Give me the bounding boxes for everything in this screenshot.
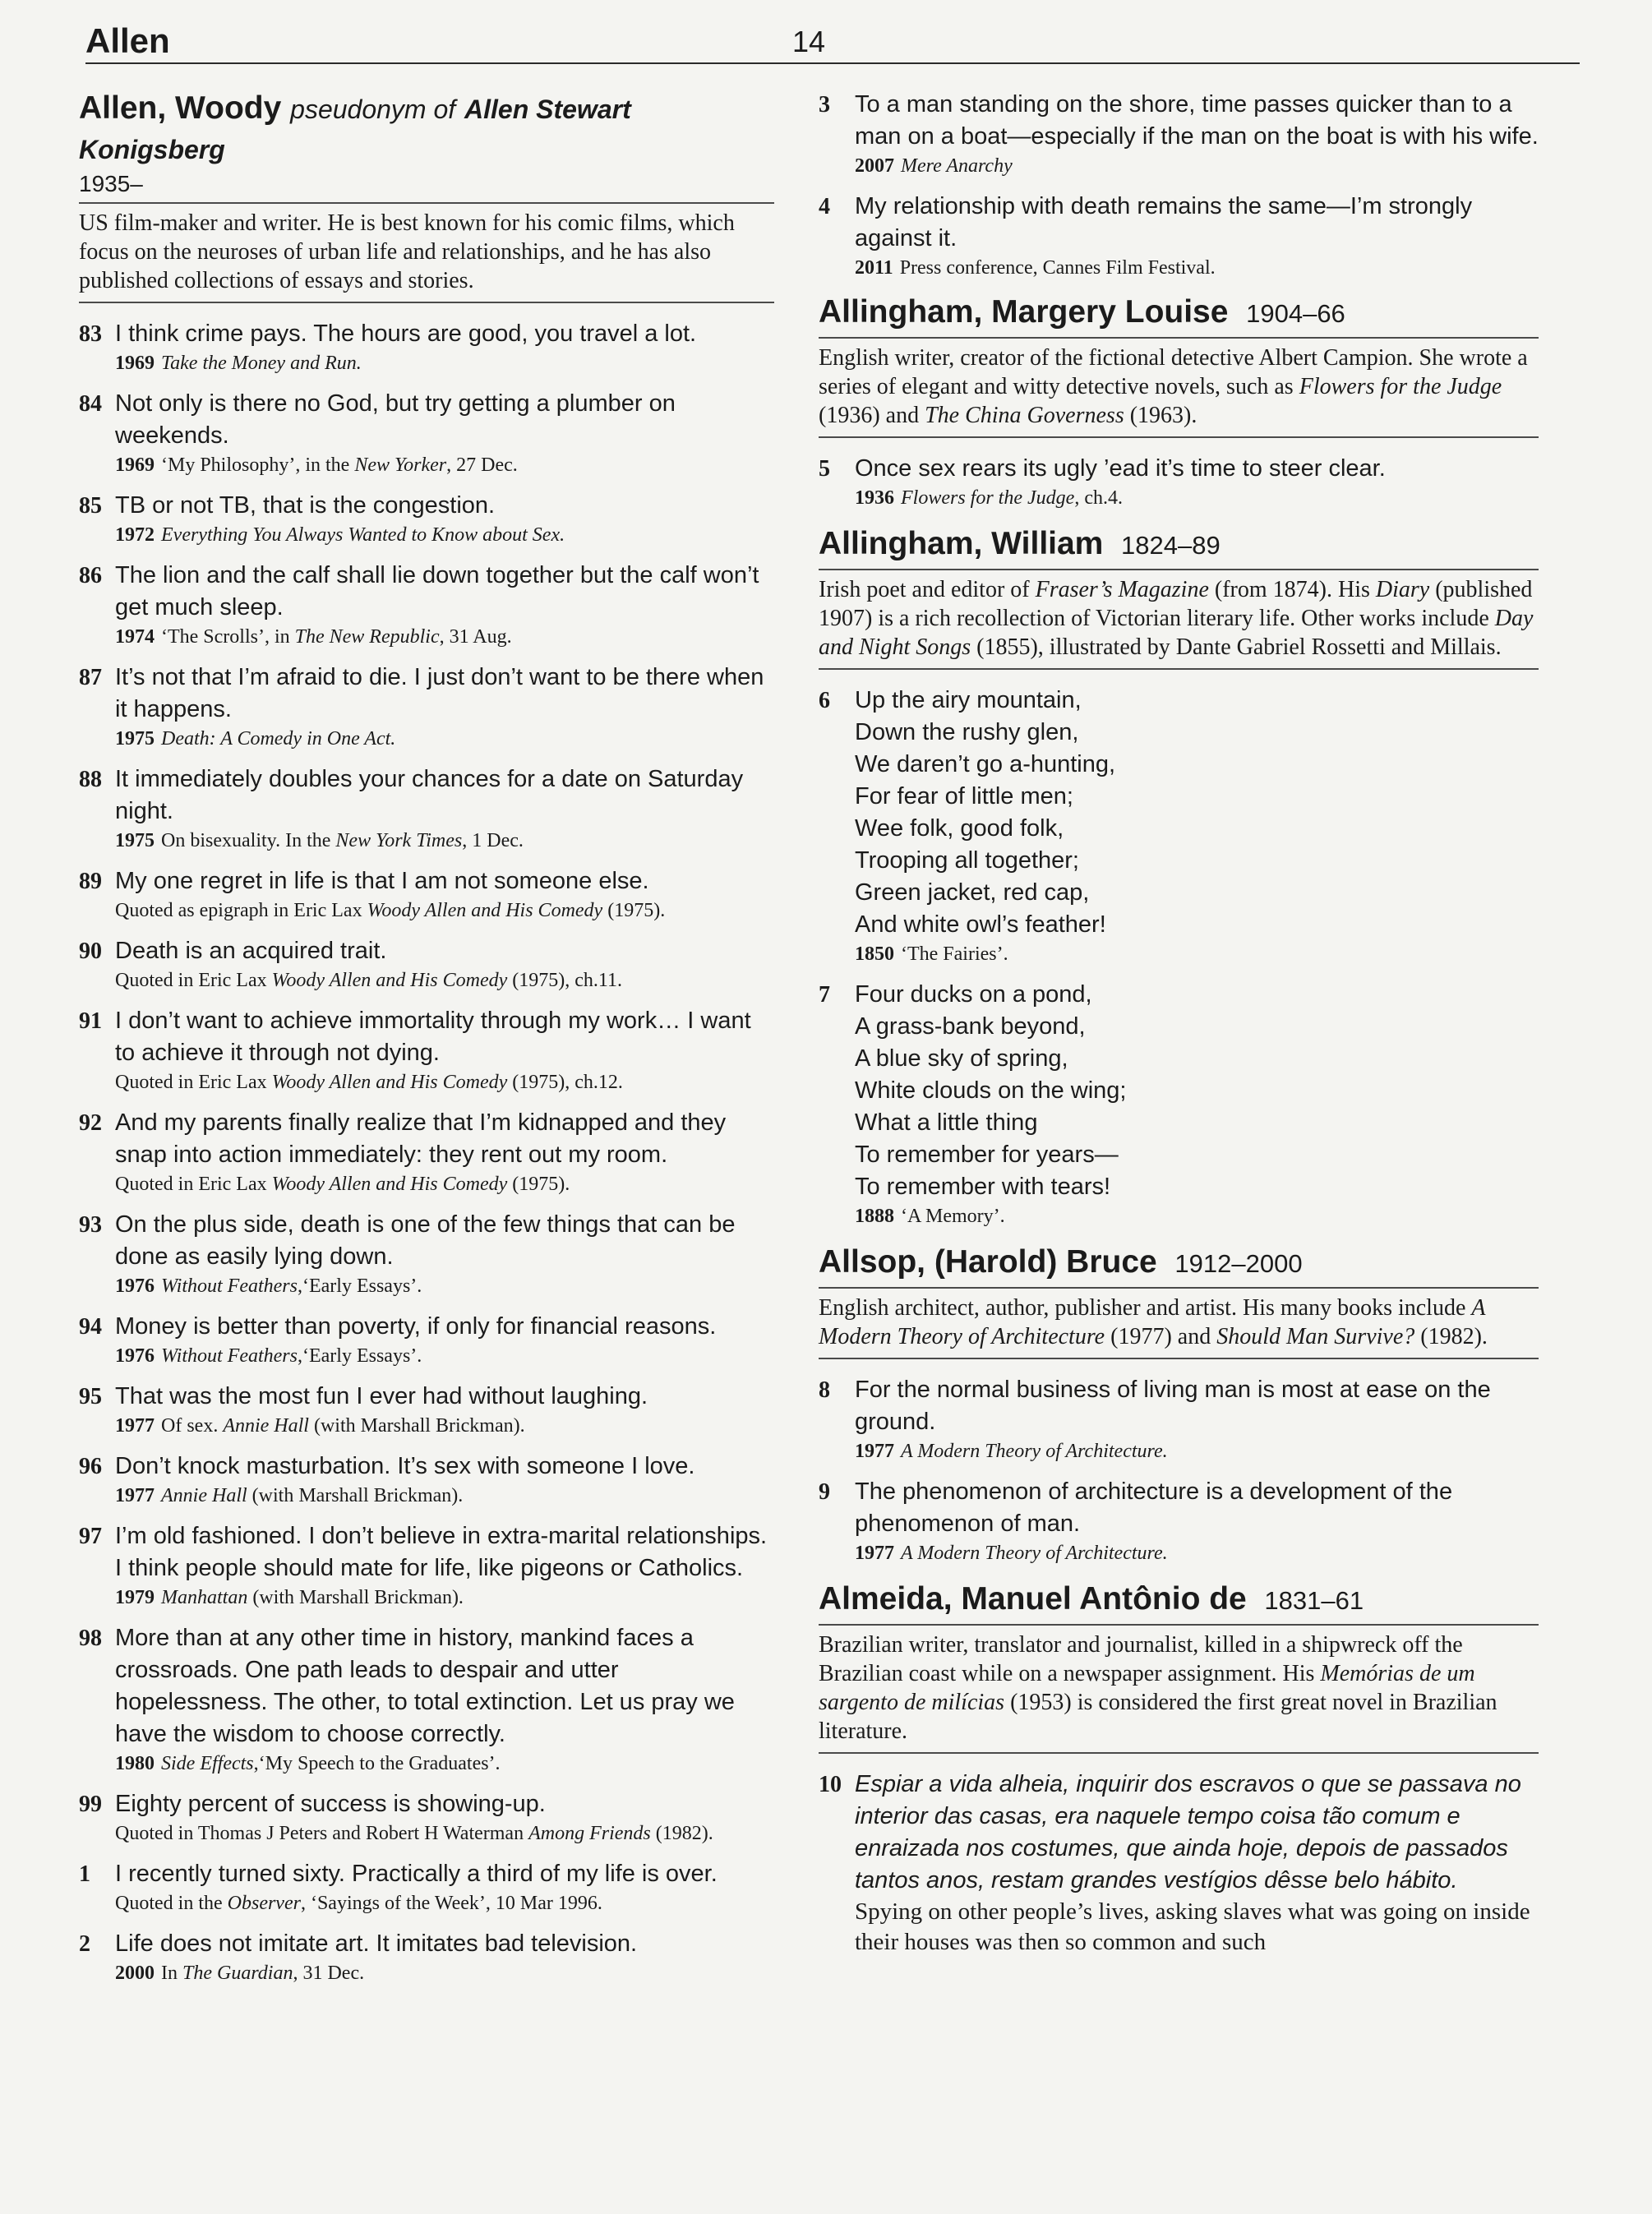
quote-text: I don’t want to achieve immortality through my work… I want to achieve it through not dying. [115, 1008, 751, 1066]
quote-text: My one regret in life is that I am not someone else. [115, 868, 649, 894]
quote [79, 1788, 774, 1847]
quote-text: The phenomenon of architecture is a development of the phenomenon of man. [855, 1478, 1453, 1537]
quote-number: 97 [79, 1524, 102, 1549]
quote [79, 1209, 774, 1299]
quote-list [819, 1769, 1539, 1958]
quote-number: 4 [819, 194, 830, 219]
quote-text: And my parents finally realize that I’m kidnapped and they snap into action immediately: they rent out my room. [115, 1109, 727, 1168]
verse-line: We daren’t go a-hunting, [855, 751, 1116, 777]
quote-number: 86 [79, 563, 102, 588]
page-number: 14 [792, 25, 826, 58]
entry-name: Allingham, Margery Louise [819, 294, 1229, 330]
quote-text: Don’t knock masturbation. It’s sex with someone I love. [115, 1453, 695, 1479]
quote [79, 865, 774, 924]
verse-line: For fear of little men; [855, 783, 1073, 809]
quote [79, 935, 774, 994]
quote-number: 89 [79, 869, 102, 894]
entry-bruce-allsop [819, 1243, 1539, 1566]
quote-number: 96 [79, 1454, 102, 1479]
quote-source: 2000 In The Guardian, 31 Dec. [115, 1963, 365, 1984]
quote-number: 94 [79, 1314, 102, 1340]
quote-text: I recently turned sixty. Practically a third of my life is over. [115, 1861, 718, 1887]
verse-line: Trooping all together; [855, 847, 1079, 874]
quote-translation: Spying on other people’s lives, asking slaves what was going on inside their houses was then so common and such [855, 1898, 1530, 1955]
quote [819, 453, 1539, 511]
quote [79, 1928, 774, 1986]
quote-source: 1977 A Modern Theory of Architecture. [855, 1543, 1168, 1564]
quote-text [855, 685, 1539, 941]
quote-text: I think crime pays. The hours are good, you travel a lot. [115, 321, 697, 347]
quote-number: 3 [819, 92, 830, 118]
quote [819, 685, 1539, 967]
verse-line: Up the airy mountain, [855, 687, 1082, 713]
quote [79, 1520, 774, 1611]
quote-number: 98 [79, 1626, 102, 1651]
quote-number: 7 [819, 982, 830, 1008]
entry-heading [819, 524, 1539, 565]
running-head-word: Allen [85, 21, 170, 60]
verse-line: Green jacket, red cap, [855, 879, 1090, 906]
quote-number: 90 [79, 939, 102, 964]
quote-source: 1972 Everything You Always Wanted to Know about Sex. [115, 524, 565, 546]
entry-heading [819, 1243, 1539, 1284]
entry-dates: 1824–89 [1121, 531, 1221, 560]
quote-source: 2007 Mere Anarchy [855, 155, 1013, 177]
quote-list [819, 685, 1539, 1229]
quote-source: 1977 A Modern Theory of Architecture. [855, 1441, 1168, 1462]
quote-number: 5 [819, 456, 830, 482]
verse-line: A grass-bank beyond, [855, 1013, 1086, 1040]
quote-number: 88 [79, 767, 102, 792]
entry-name: Almeida, Manuel Antônio de [819, 1581, 1247, 1617]
quote [79, 1858, 774, 1916]
verse-line: What a little thing [855, 1109, 1038, 1136]
entry-heading [79, 89, 774, 169]
quote [79, 560, 774, 650]
quote [79, 318, 774, 376]
quote-text: Life does not imitate art. It imitates bad television. [115, 1930, 638, 1957]
entry-dates: 1904–66 [1246, 299, 1345, 328]
entry-dates: 1831–61 [1264, 1586, 1364, 1615]
quote [819, 1374, 1539, 1464]
quote-text: More than at any other time in history, mankind faces a crossroads. One path leads to despair and utter hopelessness. The other, to total extinction. Let us pray we have the wisdom to choose correctly. [115, 1625, 735, 1747]
quote-source: Quoted in Eric Lax Woody Allen and His Comedy (1975), ch.11. [115, 970, 622, 991]
quote [79, 1451, 774, 1509]
running-head [85, 16, 1580, 64]
entry-heading [819, 293, 1539, 334]
quote-list [819, 1374, 1539, 1566]
quote-list [819, 453, 1539, 511]
quote-number: 8 [819, 1377, 830, 1403]
quote-text: Once sex rears its ugly ’ead it’s time to steer clear. [855, 455, 1386, 482]
verse-line: White clouds on the wing; [855, 1077, 1127, 1104]
entry-william-allingham [819, 524, 1539, 1229]
entry-name: Allingham, William [819, 526, 1104, 561]
quote [819, 1476, 1539, 1566]
quote-list [79, 318, 774, 1986]
quote-text: I’m old fashioned. I don’t believe in extra-marital relationships. I think people should mate for life, like pigeons or Catholics. [115, 1523, 768, 1581]
verse-line: A blue sky of spring, [855, 1045, 1068, 1072]
quote-text: That was the most fun I ever had without laughing. [115, 1383, 648, 1409]
quote-number: 85 [79, 493, 102, 519]
quote-text: The lion and the calf shall lie down together but the calf won’t get much sleep. [115, 562, 759, 620]
quote-text: Money is better than poverty, if only for financial reasons. [115, 1313, 717, 1340]
quote [79, 1622, 774, 1777]
quote-source: 1975 On bisexuality. In the New York Times, 1 Dec. [115, 830, 524, 851]
quote-source: 1974 ‘The Scrolls’, in The New Republic, 31 Aug. [115, 626, 512, 648]
quote-source: 1888 ‘A Memory’. [855, 1206, 1005, 1227]
entry-bio: US film-maker and writer. He is best known for his comic films, which focus on the neuroses of urban life and relationships, and he has also published collections of essays and stories. [79, 202, 774, 303]
quote-number: 95 [79, 1384, 102, 1409]
real-name: Allen Stewart Konigsberg [79, 95, 631, 164]
quote [819, 1769, 1539, 1958]
quote-source: 1976 Without Feathers,‘Early Essays’. [115, 1345, 422, 1367]
entry-name: Allsop, (Harold) Bruce [819, 1244, 1157, 1280]
quote-source: 1850 ‘The Fairies’. [855, 943, 1008, 965]
entry-bio: English writer, creator of the fictional detective Albert Campion. She wrote a series of elegant and witty detective novels, such as Flowers for the Judge (1936) and The China Governess (1963). [819, 337, 1539, 438]
entry-dates: 1912–2000 [1174, 1249, 1303, 1278]
quote [79, 388, 774, 478]
entry-dates: 1935– [79, 171, 143, 196]
verse-line: And white owl’s feather! [855, 911, 1106, 938]
verse-line: To remember for years— [855, 1142, 1119, 1168]
quote-text: To a man standing on the shore, time passes quicker than to a man on a boat—especially if the man on the boat is with his wife. [855, 91, 1539, 150]
quote-source: 2011 Press conference, Cannes Film Festival. [855, 257, 1216, 279]
left-column [79, 89, 774, 2000]
quote-source: 1980 Side Effects,‘My Speech to the Graduates’. [115, 1753, 501, 1774]
quote-source: 1976 Without Feathers,‘Early Essays’. [115, 1275, 422, 1297]
quote-number: 87 [79, 665, 102, 690]
quote-number: 99 [79, 1792, 102, 1817]
quote-text [855, 979, 1539, 1203]
quote-number: 1 [79, 1861, 90, 1887]
quote-source: 1977 Annie Hall (with Marshall Brickman). [115, 1485, 464, 1506]
quote-source: Quoted in the Observer, ‘Sayings of the Week’, 10 Mar 1996. [115, 1893, 602, 1914]
quote [819, 89, 1539, 179]
entry-margery-allingham [819, 293, 1539, 511]
quote-number: 9 [819, 1479, 830, 1505]
quote-number: 6 [819, 688, 830, 713]
quote-number: 83 [79, 321, 102, 347]
quote-number: 92 [79, 1110, 102, 1136]
quote-source: 1936 Flowers for the Judge, ch.4. [855, 487, 1123, 509]
quote-text: It immediately doubles your chances for a date on Saturday night. [115, 766, 744, 824]
quote-number: 93 [79, 1212, 102, 1238]
quote-text: Not only is there no God, but try getting a plumber on weekends. [115, 390, 676, 449]
quote-source: 1975 Death: A Comedy in One Act. [115, 728, 396, 750]
quote-source: Quoted as epigraph in Eric Lax Woody Allen and His Comedy (1975). [115, 900, 666, 921]
quote-text: Eighty percent of success is showing-up. [115, 1791, 546, 1817]
quote [79, 1107, 774, 1197]
quote [79, 763, 774, 854]
quote-text: Death is an acquired trait. [115, 938, 387, 964]
quote-source: 1977 Of sex. Annie Hall (with Marshall Brickman). [115, 1415, 525, 1437]
quote-number: 84 [79, 391, 102, 417]
quote-text: My relationship with death remains the same—I’m strongly against it. [855, 193, 1473, 251]
quote-source: Quoted in Thomas J Peters and Robert H Waterman Among Friends (1982). [115, 1823, 713, 1844]
quote-source: Quoted in Eric Lax Woody Allen and His Comedy (1975). [115, 1174, 570, 1195]
quote-text: On the plus side, death is one of the few things that can be done as easily lying down. [115, 1211, 736, 1270]
verse-line: Down the rushy glen, [855, 719, 1079, 745]
quote-text: For the normal business of living man is most at ease on the ground. [855, 1377, 1491, 1435]
right-column [819, 89, 1539, 1971]
entry-name: Allen, Woody [79, 90, 282, 126]
verse-line: To remember with tears! [855, 1174, 1111, 1200]
quote [79, 1381, 774, 1439]
entry-bio: Irish poet and editor of Fraser’s Magazine (from 1874). His Diary (published 1907) is a rich recollection of Victorian literary life. Other works include Day and Night Songs (1855), illustrated by Dante Gabriel Rossetti and Millais. [819, 569, 1539, 670]
quote-text: Espiar a vida alheia, inquirir dos escravos o que se passava no interior das casas, era naquele tempo coisa tão comum e enraizada nos costumes, que ainda hoje, depois de passados tantos anos, restam grandes vestígios dêsse belo hábito. [855, 1771, 1521, 1893]
quote-number: 91 [79, 1008, 102, 1034]
quote-source: 1969 Take the Money and Run. [115, 353, 362, 374]
verse-line: Four ducks on a pond, [855, 981, 1092, 1008]
entry-manuel-almeida [819, 1580, 1539, 1958]
quote [819, 979, 1539, 1229]
quote-source: 1969 ‘My Philosophy’, in the New Yorker, 27 Dec. [115, 454, 518, 476]
verse-line: Wee folk, good folk, [855, 815, 1064, 842]
quote-number: 10 [819, 1772, 842, 1797]
quote [79, 1005, 774, 1095]
quote-source: Quoted in Eric Lax Woody Allen and His Comedy (1975), ch.12. [115, 1072, 623, 1093]
quote-number: 2 [79, 1931, 90, 1957]
quote [819, 191, 1539, 281]
entry-heading [819, 1580, 1539, 1621]
quote-text: It’s not that I’m afraid to die. I just don’t want to be there when it happens. [115, 664, 764, 722]
quote-list-continued [819, 89, 1539, 281]
entry-bio: Brazilian writer, translator and journalist, killed in a shipwreck off the Brazilian coast while on a newspaper assignment. His Memórias de um sargento de milícias (1953) is considered the first great novel in Brazilian literature. [819, 1624, 1539, 1754]
quote-text: TB or not TB, that is the congestion. [115, 492, 496, 519]
entry-bio: English architect, author, publisher and artist. His many books include A Modern Theory of Architecture (1977) and Should Man Survive? (1982). [819, 1287, 1539, 1359]
pseudonym-label: pseudonym of [290, 95, 456, 124]
entry-allen [79, 89, 774, 1986]
quote [79, 662, 774, 752]
quote-source: 1979 Manhattan (with Marshall Brickman). [115, 1587, 464, 1608]
quote [79, 490, 774, 548]
quote [79, 1311, 774, 1369]
